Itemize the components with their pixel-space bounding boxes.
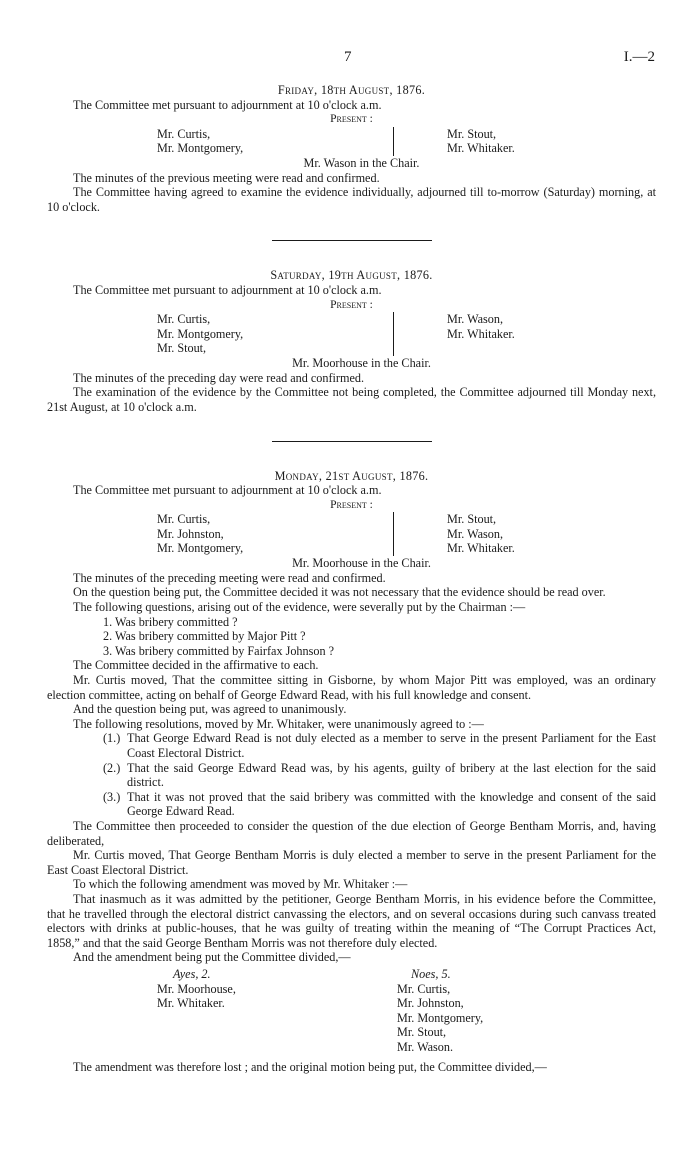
resolution-item [103, 761, 656, 790]
questions-list [47, 615, 656, 659]
noes-column [397, 967, 483, 1055]
minutes-section-monday [47, 469, 656, 1076]
voter-name: Mr. Curtis, [397, 981, 451, 996]
attendance-divider [393, 312, 395, 356]
voter-name: Mr. Wason. [397, 1039, 454, 1054]
met-paragraph: The Committee met pursuant to adjournment at 10 o'clock a.m. [73, 483, 382, 498]
paragraph: Mr. Curtis moved, That the committee sitting in Gisborne, by whom Major Pitt was employed, was an ordinary election committee, acting on behalf of George Edward Read, with his full knowledge and consent. [47, 673, 656, 702]
resolution-text: That George Edward Read is not duly elected as a member to serve in the present Parliament for the East Coast Electoral District. [127, 731, 656, 760]
paragraph: The Committee then proceeded to consider the question of the due election of George Bentham Morris, and, having deliberated, [47, 818, 656, 848]
paragraph: On the question being put, the Committee decided it was not necessary that the evidence should be read over. [73, 585, 606, 600]
met-paragraph: The Committee met pursuant to adjournment at 10 o'clock a.m. [73, 282, 382, 297]
voter-name: Mr. Moorhouse, [157, 981, 236, 996]
attendee-name: Mr. Whitaker. [447, 541, 515, 556]
question-item: 2. Was bribery committed by Major Pitt ? [103, 629, 306, 644]
paragraph: And the question being put, was agreed to unanimously. [73, 702, 347, 717]
attendee-name: Mr. Wason, [447, 312, 504, 327]
attendance-block [157, 127, 637, 156]
attendee-name: Mr. Johnston, [157, 526, 224, 541]
paragraph: The minutes of the preceding meeting were read and confirmed. [73, 570, 386, 585]
resolution-number: (1.) [103, 731, 121, 746]
paragraph: To which the following amendment was moved by Mr. Whitaker :— [73, 877, 408, 892]
attendee-name: Mr. Whitaker. [447, 141, 515, 156]
paragraph: The examination of the evidence by the Committee not being completed, the Committee adjourned till Monday next, 21st August, at 10 o'clock a.m. [47, 385, 656, 414]
paragraph: The minutes of the preceding day were read and confirmed. [73, 370, 365, 385]
attendance-left-column [157, 312, 357, 356]
attendee-name: Mr. Curtis, [157, 512, 211, 527]
section-date-heading: Saturday, 19th August, 1876. [270, 268, 433, 283]
voter-name: Mr. Montgomery, [397, 1010, 484, 1025]
attendee-name: Mr. Stout, [447, 512, 497, 527]
question-item: 1. Was bribery committed ? [103, 614, 238, 629]
paragraph: Mr. Curtis moved, That George Bentham Morris is duly elected a member to serve in the present Parliament for the East Coast Electoral District. [47, 848, 656, 877]
present-label: Present : [330, 498, 373, 511]
attendee-name: Mr. Montgomery, [157, 141, 244, 156]
attendance-divider [393, 512, 395, 556]
attendance-block [157, 512, 637, 556]
chair-line: Mr. Moorhouse in the Chair. [292, 356, 431, 371]
attendee-name: Mr. Wason, [447, 526, 504, 541]
resolution-number: (3.) [103, 789, 121, 804]
paragraph: And the amendment being put the Committee divided,— [73, 950, 351, 965]
division-table [157, 967, 637, 1055]
section-divider-rule [272, 240, 432, 241]
resolution-text: That the said George Edward Read was, by his agents, guilty of bribery at the last election for the said district. [127, 760, 656, 790]
chair-line: Mr. Wason in the Chair. [303, 155, 420, 170]
present-label: Present : [330, 298, 373, 311]
noes-label: Noes, 5. [411, 966, 451, 981]
voter-name: Mr. Stout, [397, 1025, 447, 1040]
chair-line: Mr. Moorhouse in the Chair. [292, 556, 431, 571]
page-number: 7 [344, 49, 352, 65]
attendance-right-column [447, 512, 515, 556]
ayes-label: Ayes, 2. [173, 966, 211, 981]
attendee-name: Mr. Stout, [447, 126, 497, 141]
attendance-right-column [447, 127, 515, 156]
attendance-left-column [157, 512, 357, 556]
paragraph: That inasmuch as it was admitted by the petitioner, George Bentham Morris, in his evidence before the Committee, that he travelled through the electoral district canvassing the electors, and on several occasions during such canvass treated electors with drinks at public-houses, that he was guilty of treating within the meaning of “The Corrupt Practices Act, 1858,” and that the said George Bentham Morris was not therefore duly elected. [47, 891, 656, 950]
attendee-name: Mr. Montgomery, [157, 326, 244, 341]
paragraph: The minutes of the previous meeting were read and confirmed. [73, 170, 380, 185]
question-item: 3. Was bribery committed by Fairfax Johnson ? [103, 643, 334, 658]
document-reference: I.—2 [623, 49, 655, 65]
section-date-heading: Friday, 18th August, 1876. [277, 83, 426, 97]
attendance-divider [393, 127, 395, 156]
minutes-section-friday [47, 83, 656, 214]
attendee-name: Mr. Whitaker. [447, 326, 515, 341]
voter-name: Mr. Johnston, [397, 996, 464, 1011]
attendee-name: Mr. Stout, [157, 341, 207, 356]
resolutions-list [47, 731, 656, 819]
resolution-item [103, 731, 656, 760]
paragraph: The Committee decided in the affirmative to each. [73, 658, 319, 673]
attendee-name: Mr. Montgomery, [157, 541, 244, 556]
attendee-name: Mr. Curtis, [157, 312, 211, 327]
attendance-block [157, 312, 637, 356]
minutes-section-saturday [47, 268, 656, 414]
resolution-text: That it was not proved that the said bribery was committed with the knowledge and consent of the said George Edward Read. [127, 789, 656, 819]
ayes-column [157, 967, 397, 1011]
paragraph: The amendment was therefore lost ; and the original motion being put, the Committee divided,— [73, 1060, 547, 1075]
met-paragraph: The Committee met pursuant to adjournment at 10 o'clock a.m. [73, 97, 382, 112]
section-date-heading: Monday, 21st August, 1876. [274, 468, 429, 483]
resolution-item [103, 790, 656, 819]
attendance-left-column [157, 127, 357, 156]
section-divider-rule [272, 441, 432, 442]
paragraph: The following resolutions, moved by Mr. Whitaker, were unanimously agreed to :— [73, 716, 484, 731]
present-label: Present : [330, 113, 373, 126]
resolution-number: (2.) [103, 760, 121, 775]
attendee-name: Mr. Curtis, [157, 126, 211, 141]
paragraph: The Committee having agreed to examine the evidence individually, adjourned till to-morrow (Saturday) morning, at 10 o'clock. [47, 185, 656, 214]
paragraph: The following questions, arising out of the evidence, were severally put by the Chairman :— [73, 600, 526, 615]
attendance-right-column [447, 312, 515, 341]
voter-name: Mr. Whitaker. [157, 996, 225, 1011]
